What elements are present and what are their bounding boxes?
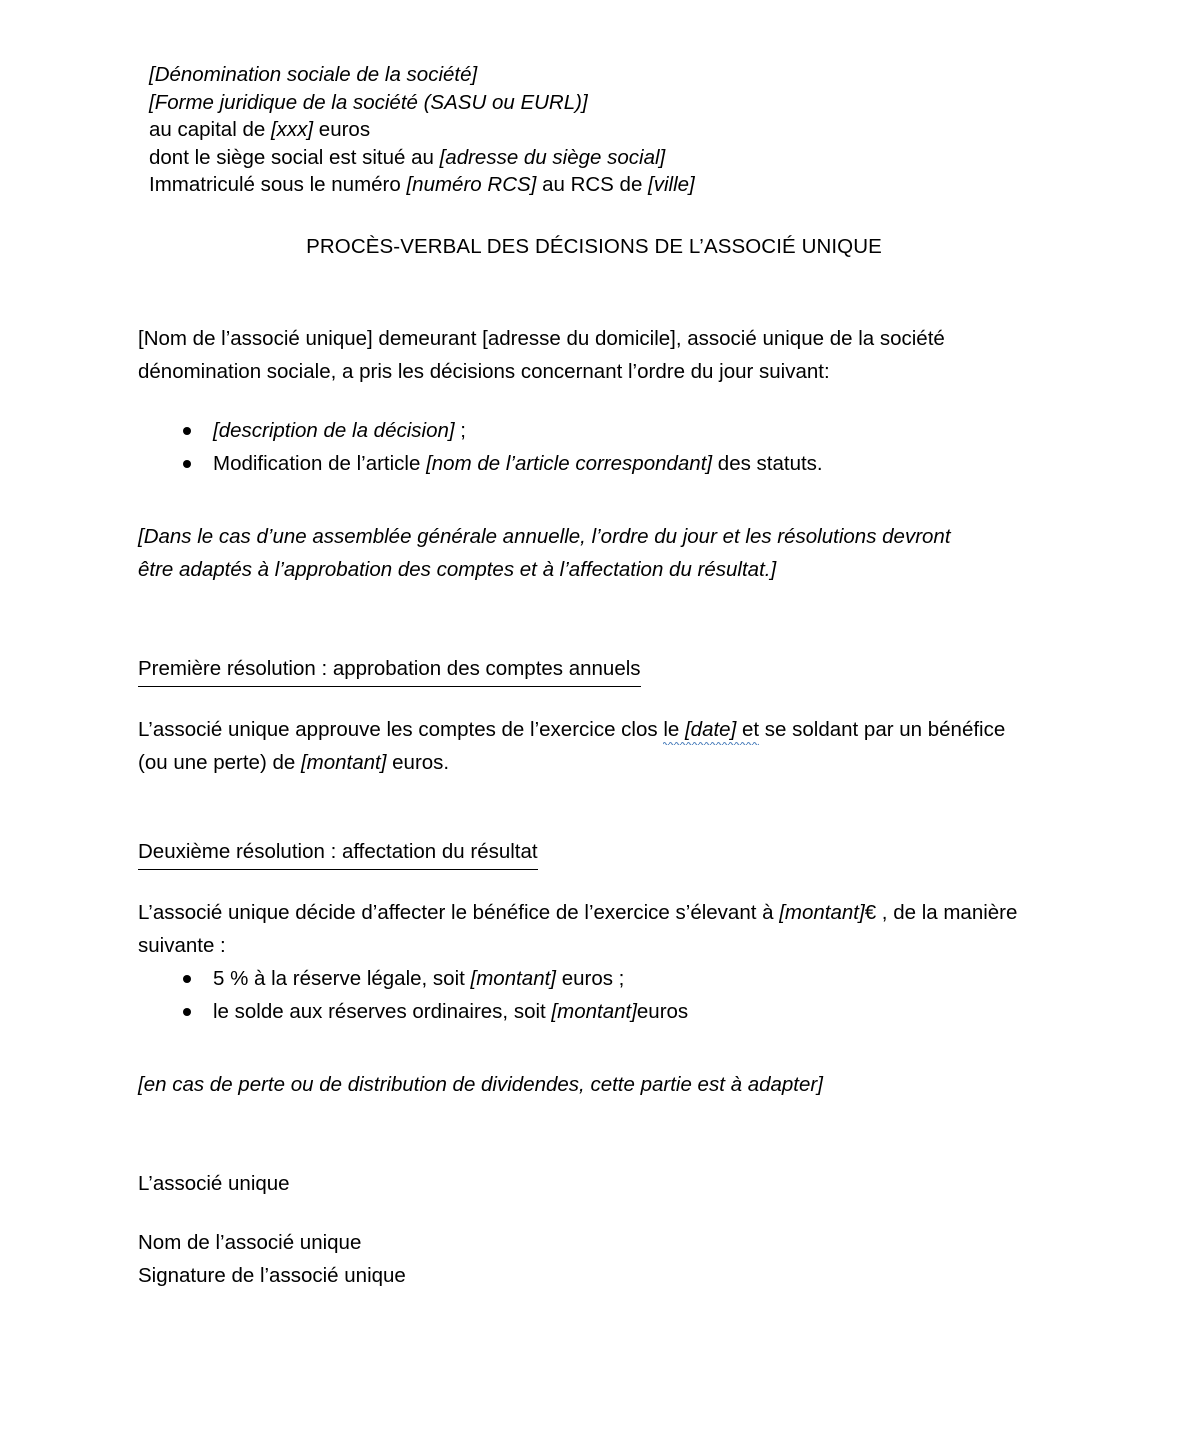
capital-prefix: au capital de [149, 118, 271, 141]
affectation-bullet-1-prefix: 5 % à la réserve légale, soit [213, 967, 471, 990]
resolution-1-text-2: se soldant par un bénéfice (ou une perte) de [138, 718, 1006, 774]
letterhead-line-denomination: [Dénomination sociale de la société] [149, 63, 478, 86]
note-assemblee-line-2: être adaptés à l’approbation des comptes et à l’affectation du résultat.] [138, 558, 777, 581]
spellcheck-squiggle [663, 718, 759, 745]
affectation-bullet-1-italic: [montant] [470, 967, 556, 990]
siege-placeholder: [adresse du siège social] [439, 145, 666, 169]
signature-line-signature: Signature de l’associé unique [138, 1264, 406, 1287]
agenda-bullet-2-prefix: Modification de l’article [213, 452, 427, 475]
resolution-2-heading-wrap [138, 835, 1028, 870]
bullet-dot-icon [183, 460, 191, 468]
signature-line-associe: L’associé unique [138, 1172, 290, 1195]
resolution-1-paragraph [138, 713, 1028, 779]
note-perte-paragraph: [en cas de perte ou de distribution de dividendes, cette partie est à adapter] [138, 1073, 823, 1096]
letterhead-line-capital [149, 116, 695, 144]
resolution-2-section [138, 835, 1028, 1028]
agenda-bullet-2-suffix: des statuts. [712, 452, 823, 475]
rcs-middle: au RCS de [536, 173, 649, 196]
letterhead-line-siege [149, 144, 695, 172]
bullet-dot-icon [183, 427, 191, 435]
document-body [138, 322, 1028, 1292]
rcs-city-placeholder: [ville] [648, 173, 695, 196]
bullet-dot-icon [183, 975, 191, 983]
agenda-bullet-2-italic: [nom de l’article correspondant] [426, 452, 713, 475]
list-item [138, 414, 1028, 447]
bullet-dot-icon [183, 1008, 191, 1016]
squiggle-date-placeholder: [date] [684, 718, 737, 741]
capital-suffix: euros [313, 118, 371, 141]
rcs-placeholder: [numéro RCS] [406, 173, 537, 196]
affectation-bullet-2-suffix: euros [636, 1000, 689, 1023]
affectation-bullet-1-suffix: euros ; [556, 967, 625, 990]
document-title: PROCÈS-VERBAL DES DÉCISIONS DE L’ASSOCIÉ UNIQUE [306, 235, 882, 258]
resolution-1-text-1: L’associé unique approuve les comptes de l’exercice clos [138, 718, 664, 741]
note-assemblee-line-1: [Dans le cas d’une assemblée générale annuelle, l’ordre du jour et les résolutions devront [138, 525, 951, 548]
affectation-bullet-2-italic: [montant] [551, 1000, 637, 1023]
agenda-bullet-list [138, 414, 1028, 480]
rcs-prefix: Immatriculé sous le numéro [149, 173, 407, 196]
list-item [138, 995, 1028, 1028]
letterhead-block [149, 61, 695, 199]
agenda-bullet-1-suffix: ; [454, 419, 466, 442]
squiggle-suffix: et [736, 718, 760, 741]
resolution-2-paragraph [138, 896, 1028, 962]
resolution-1-heading-wrap [138, 652, 1028, 687]
affectation-bullet-2-prefix: le solde aux réserves ordinaires, soit [213, 1000, 552, 1023]
signature-line-nom: Nom de l’associé unique [138, 1231, 362, 1254]
affectation-bullet-list [138, 962, 1028, 1028]
agenda-bullet-1-italic: [description de la décision] [213, 419, 455, 442]
resolution-1-amount-placeholder: [montant] [300, 751, 387, 774]
list-item [138, 447, 1028, 480]
resolution-1-section [138, 652, 1028, 779]
resolution-2-heading: Deuxième résolution : affectation du résultat [138, 835, 538, 870]
intro-paragraph: [Nom de l’associé unique] demeurant [adresse du domicile], associé unique de la société dénomination sociale, a pris les décisions concernant l’ordre du jour suivant: [138, 327, 945, 383]
siege-prefix: dont le siège social est situé au [149, 145, 440, 169]
letterhead-line-rcs [149, 171, 695, 199]
resolution-2-amount-placeholder: [montant] [779, 901, 865, 924]
resolution-2-text-2: € , de la manière suivante : [138, 901, 1018, 957]
resolution-1-text-3: euros. [386, 751, 450, 774]
resolution-2-text-1: L’associé unique décide d’affecter le bénéfice de l’exercice s’élevant à [138, 901, 780, 924]
squiggle-prefix: le [663, 718, 685, 741]
resolution-1-heading: Première résolution : approbation des comptes annuels [138, 652, 641, 687]
note-assemblee-paragraph [138, 520, 1028, 586]
signature-block [138, 1167, 1028, 1292]
list-item [138, 962, 1028, 995]
letterhead-line-forme-juridique: [Forme juridique de la société (SASU ou EURL)] [149, 90, 588, 114]
capital-placeholder: [xxx] [270, 118, 314, 141]
